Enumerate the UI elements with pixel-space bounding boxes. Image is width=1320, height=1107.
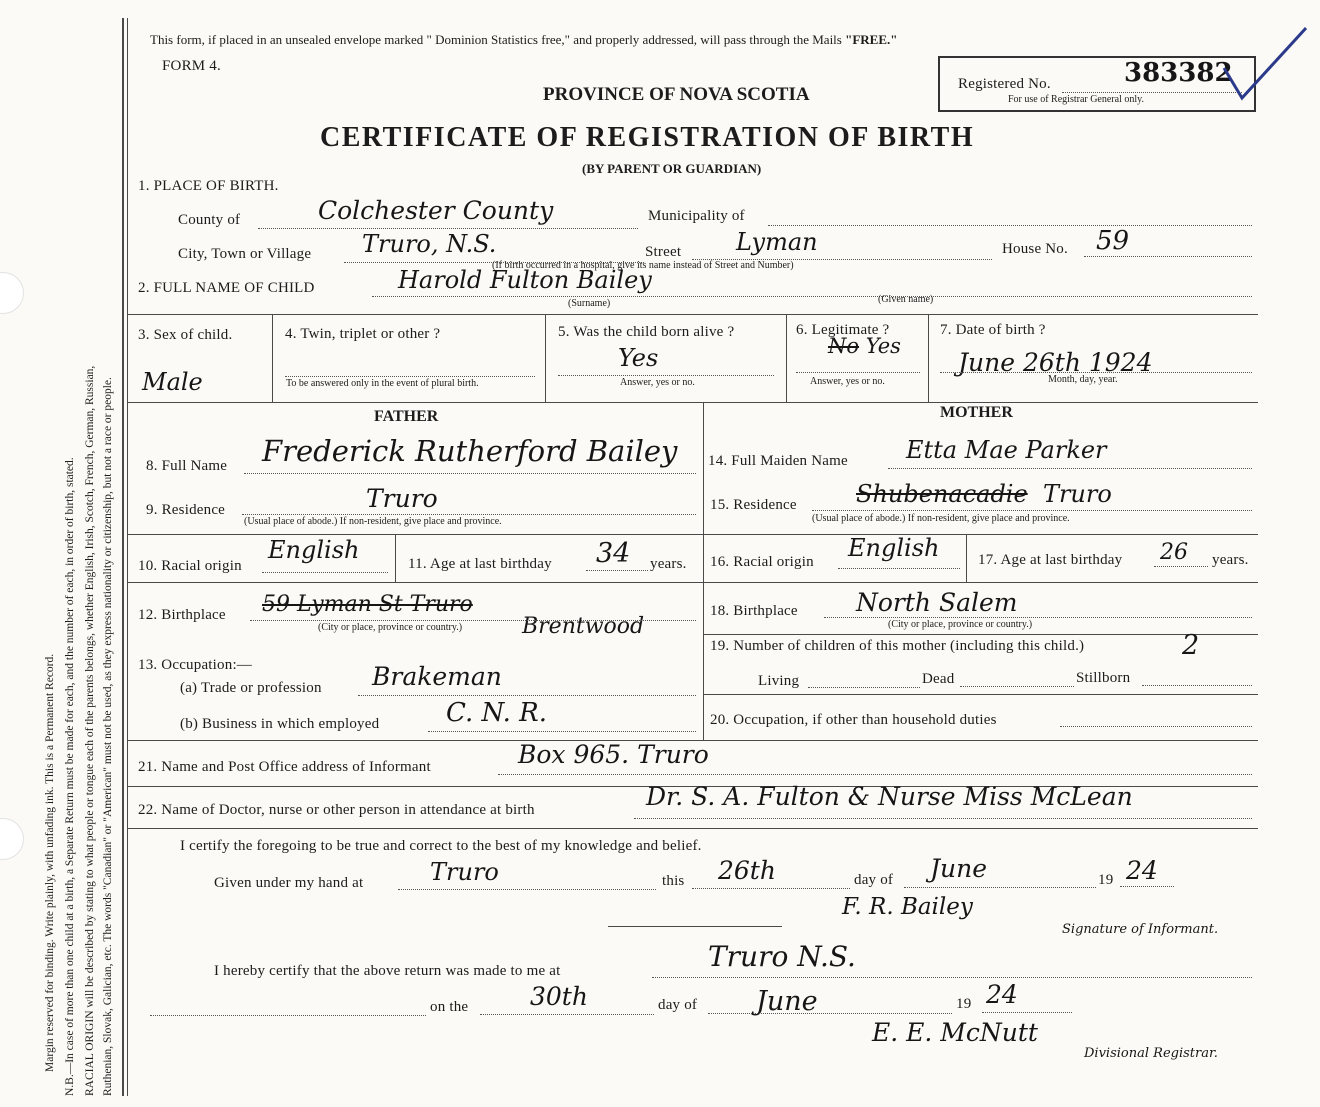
father-race-value: English [268, 536, 360, 564]
rule-racial-age-mother [966, 534, 967, 582]
margin-note-1: Margin reserved for binding. Write plainly, with unfading ink. This is a Permanent Record. [44, 653, 56, 1072]
city-value: Truro, N.S. [362, 230, 497, 258]
registrar-day-value: 30th [530, 982, 588, 1011]
county-value: Colchester County [318, 196, 554, 225]
informant-signature: F. R. Bailey [842, 894, 973, 920]
this-label: this [662, 873, 685, 889]
business-label: (b) Business in which employed [180, 716, 380, 732]
stillborn-label: Stillborn [1076, 670, 1131, 686]
mother-age-line [1154, 566, 1208, 567]
father-age-label: 11. Age at last birthday [408, 556, 552, 572]
given-day-value: 26th [718, 856, 776, 885]
father-name-line [244, 473, 696, 474]
rule-birthplace [128, 582, 1258, 583]
registrar-year-prefix: 19 [956, 996, 972, 1012]
father-birthplace-value: Brentwood [522, 614, 645, 639]
trade-label: (a) Trade or profession [180, 680, 322, 696]
s22-label: 22. Name of Doctor, nurse or other person in attendance at birth [138, 802, 535, 818]
s5-line [558, 375, 774, 376]
registrar-statement: I hereby certify that the above return was made to me at [214, 963, 561, 979]
children-label: 19. Number of children of this mother (including this child.) [710, 638, 1085, 654]
given-day-of-label: day of [854, 872, 894, 888]
father-age-value: 34 [596, 538, 631, 569]
s5-caption: Answer, yes or no. [620, 377, 695, 388]
registrar-day-of-label: day of [658, 997, 698, 1013]
street-value: Lyman [736, 228, 818, 256]
s7-label: 7. Date of birth ? [940, 322, 1046, 338]
house-value: 59 [1096, 226, 1130, 256]
s6-label: 6. Legitimate ? [796, 322, 890, 338]
s6-caption: Answer, yes or no. [810, 376, 885, 387]
mother-birthplace-line [824, 617, 1252, 618]
birth-date-value: June 26th 1924 [958, 348, 1153, 377]
municipality-label: Municipality of [648, 208, 745, 224]
given-year-value: 24 [1126, 856, 1158, 885]
certificate-subtitle: (BY PARENT OR GUARDIAN) [582, 161, 762, 176]
given-place-line [398, 889, 656, 890]
registrar-year-value: 24 [986, 980, 1018, 1009]
father-occupation-label: 13. Occupation:— [138, 657, 253, 673]
punch-hole-top [0, 272, 24, 314]
rule-top-boxes [128, 314, 1258, 315]
living-label: Living [758, 673, 800, 689]
informant-signature-caption: Signature of Informant. [1062, 922, 1219, 937]
living-line [808, 687, 920, 688]
mother-heading: MOTHER [940, 404, 1013, 421]
given-day-line [692, 888, 850, 889]
rule-certify [128, 828, 1258, 829]
surname-caption: (Surname) [568, 298, 611, 309]
punch-hole-bottom [0, 818, 24, 860]
registered-label: Registered No. [958, 76, 1051, 92]
margin-note-4: Ruthenian, Slovak, Galician, etc. The words "Canadian" or "American" must not be used, as they express nationality or citizenship, but not a race or people. [102, 377, 114, 1096]
form-number: FORM 4. [162, 58, 221, 74]
father-birthplace-note: (City or place, province or country.) [318, 622, 463, 633]
mother-birthplace-note: (City or place, province or country.) [888, 619, 1033, 630]
registrar-signature: E. E. McNutt [872, 1018, 1038, 1047]
given-month-line [904, 887, 1096, 888]
legitimate-answer: Yes [865, 334, 901, 358]
father-name-value: Frederick Rutherford Bailey [262, 434, 678, 468]
registrar-place-line [652, 977, 1252, 978]
father-residence-value: Truro [366, 484, 438, 513]
s2-label: 2. FULL NAME OF CHILD [138, 280, 315, 296]
given-label: Given under my hand at [214, 875, 364, 891]
rule-parents [128, 402, 1258, 403]
father-residence-note: (Usual place of abode.) If non-resident, give place and province. [244, 516, 502, 527]
rule-racial [128, 534, 1258, 535]
s4-label: 4. Twin, triplet or other ? [285, 326, 441, 342]
municipality-line [768, 225, 1252, 226]
father-race-label: 10. Racial origin [138, 558, 242, 574]
given-caption: (Given name) [878, 294, 934, 305]
child-name-line [372, 296, 1252, 297]
given-year-prefix: 19 [1098, 872, 1114, 888]
county-label: County of [178, 212, 241, 228]
father-residence-line [242, 514, 696, 515]
registrar-year-line [982, 1012, 1072, 1013]
sex-value: Male [142, 368, 203, 396]
father-birthplace-struck: 59 Lyman St Truro [262, 592, 473, 617]
certify-statement: I certify the foregoing to be true and correct to the best of my knowledge and belief. [180, 838, 702, 854]
rule-occupation-20 [703, 694, 1258, 695]
mother-name-value: Etta Mae Parker [906, 436, 1107, 464]
registered-line [1062, 92, 1242, 93]
mother-name-label: 14. Full Maiden Name [708, 453, 848, 469]
s6-line [796, 372, 920, 373]
trade-line [358, 695, 696, 696]
check-mark-icon [1220, 24, 1310, 104]
informant-value: Box 965. Truro [518, 740, 709, 769]
children-value: 2 [1182, 630, 1200, 661]
informant-signature-rule [608, 926, 782, 927]
given-place-value: Truro [430, 858, 499, 886]
mother-residence-struck: Shubenacadie [856, 480, 1028, 508]
on-label: on the [430, 999, 469, 1015]
registered-note: For use of Registrar General only. [1008, 94, 1144, 105]
legitimate-value [828, 334, 901, 358]
rule-racial-age-father [395, 534, 396, 582]
father-race-line [262, 572, 388, 573]
rule-father-mother [703, 402, 704, 740]
mother-residence-note: (Usual place of abode.) If non-resident, give place and province. [812, 513, 1070, 524]
registrar-place-value: Truro N.S. [708, 940, 856, 973]
binding-rule-inner [127, 18, 128, 1096]
stillborn-line [1142, 685, 1252, 686]
registrar-month-value: June [756, 986, 818, 1017]
father-age-line [586, 570, 648, 571]
doctor-value: Dr. S. A. Fulton & Nurse Miss McLean [646, 782, 1133, 811]
mother-residence-line [812, 510, 1252, 511]
s4-note: To be answered only in the event of plural birth. [286, 378, 479, 389]
mother-years: years. [1212, 552, 1249, 568]
mother-race-line [838, 568, 960, 569]
city-label: City, Town or Village [178, 246, 312, 262]
father-birthplace-label: 12. Birthplace [138, 607, 226, 623]
dead-line [960, 686, 1074, 687]
s7-caption: Month, day, year. [1048, 374, 1118, 385]
s3-label: 3. Sex of child. [138, 327, 233, 343]
mother-birthplace-value: North Salem [856, 588, 1018, 617]
house-label: House No. [1002, 241, 1068, 257]
registered-number: 383382 [1124, 58, 1233, 88]
s21-label: 21. Name and Post Office address of Informant [138, 759, 431, 775]
mother-occupation-line [1060, 726, 1252, 727]
province-title: PROVINCE OF NOVA SCOTIA [543, 84, 810, 105]
father-birthplace-line [250, 620, 696, 621]
business-value: C. N. R. [446, 698, 547, 728]
informant-line [498, 774, 1252, 775]
born-alive-value: Yes [618, 344, 659, 372]
mother-birthplace-label: 18. Birthplace [710, 603, 798, 619]
mother-age-label: 17. Age at last birthday [978, 552, 1123, 568]
rule-box-6-7 [928, 314, 929, 402]
given-year-line [1120, 886, 1174, 887]
mother-residence-label: 15. Residence [710, 497, 797, 513]
mother-race-label: 16. Racial origin [710, 554, 814, 570]
father-years: years. [650, 556, 687, 572]
s7-line [940, 372, 1252, 373]
rule-box-4-5 [545, 314, 546, 402]
mother-residence-answer: Truro [1042, 480, 1112, 508]
child-name-value: Harold Fulton Bailey [398, 266, 652, 294]
dead-label: Dead [922, 671, 955, 687]
binding-rule [122, 18, 124, 1096]
mother-race-value: English [848, 534, 940, 562]
father-name-label: 8. Full Name [146, 458, 228, 474]
registered-number-box [938, 56, 1256, 112]
rule-occupation-mother [703, 634, 1258, 635]
s1-label: 1. PLACE OF BIRTH. [138, 178, 279, 194]
trade-value: Brakeman [372, 662, 502, 691]
given-month-value: June [930, 854, 988, 883]
rule-box-5-6 [786, 314, 787, 402]
county-line [258, 228, 638, 229]
rule-box-3-4 [272, 314, 273, 402]
registrar-day-line [480, 1014, 654, 1015]
father-heading: FATHER [374, 408, 439, 425]
mother-residence-value [856, 480, 1112, 508]
mother-age-value: 26 [1160, 540, 1188, 565]
registrar-left-line [150, 1015, 426, 1016]
legitimate-struck: No [828, 334, 860, 358]
certificate-title: CERTIFICATE OF REGISTRATION OF BIRTH [320, 122, 975, 153]
house-line [1084, 256, 1252, 257]
hospital-note: (If birth occurred in a hospital, give its name instead of Street and Number) [492, 260, 794, 271]
father-residence-label: 9. Residence [146, 502, 226, 518]
mother-name-line [888, 468, 1252, 469]
business-line [428, 731, 696, 732]
s5-label: 5. Was the child born alive ? [558, 324, 735, 340]
registrar-caption: Divisional Registrar. [1084, 1046, 1218, 1061]
street-label: Street [645, 244, 682, 260]
free-notice: This form, if placed in an unsealed envelope marked " Dominion Statistics free," and properly addressed, will pass through the Mails "FREE." [150, 32, 898, 47]
s4-line [285, 376, 535, 377]
doctor-line [634, 818, 1252, 819]
mother-occupation-label: 20. Occupation, if other than household duties [710, 712, 997, 728]
registrar-month-line [708, 1013, 952, 1014]
margin-note-3: RACIAL ORIGIN will be described by stating to what people or tongue each of the parents belongs, whether English, Irish, Scotch, French, German, Russian, [84, 365, 96, 1096]
margin-note-2: N.B.—In case of more than one child at a birth, a Separate Return must be made for each, and the number of each, in order of birth, stated. [64, 457, 76, 1096]
